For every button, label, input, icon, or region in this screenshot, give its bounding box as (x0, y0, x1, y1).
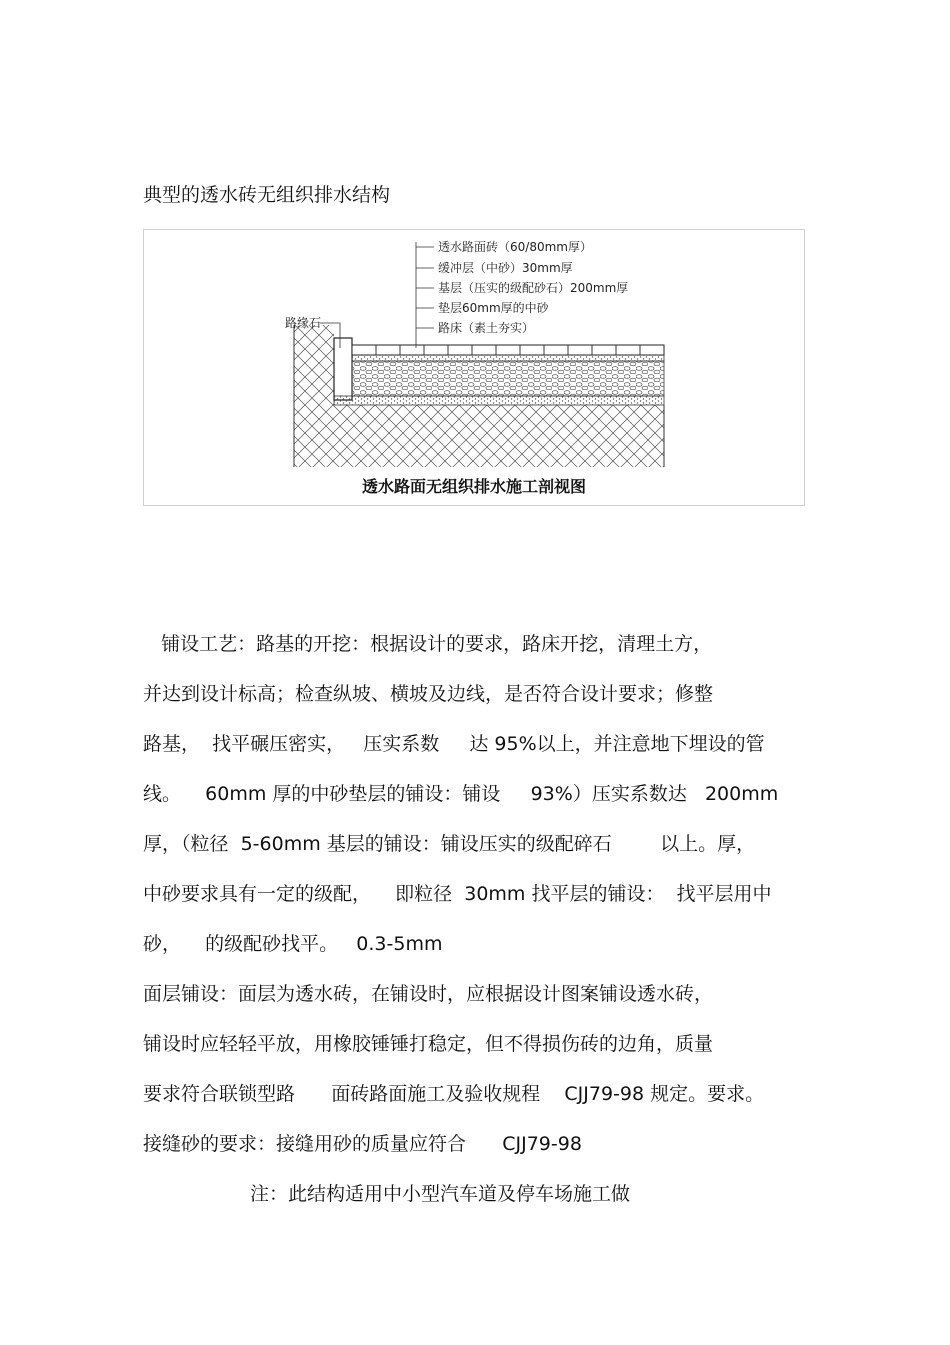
body-line: 并达到设计标高；检查纵坡、横坡及边线，是否符合设计要求；修整 (143, 683, 714, 705)
body-line: 厚，（粒径 5-60mm 基层的铺设：铺设压实的级配碎石 以上。厚， (143, 833, 756, 855)
callout-4: 垫层60mm厚的中砂 (438, 301, 549, 315)
callout-3: 基层（压实的级配砂石）200mm厚 (438, 281, 629, 295)
sand-bedding-layer (334, 396, 664, 405)
permeable-brick-layer (352, 345, 664, 355)
cross-section-drawing (144, 230, 804, 505)
body-line: 要求符合联锁型路 面砖路面施工及验收规程 CJJ79-98 规定。要求。 (143, 1083, 765, 1105)
body-line: 接缝砂的要求：接缝用砂的质量应符合 CJJ79-98 (143, 1133, 582, 1155)
curb-stone (334, 338, 352, 400)
body-line: 砂， 的级配砂找平。 0.3-5mm (143, 933, 443, 955)
callout-5: 路床（素土夯实） (438, 321, 535, 335)
callout-1: 透水路面砖（60/80mm厚） (438, 240, 592, 254)
body-line: 面层铺设：面层为透水砖，在铺设时，应根据设计图案铺设透水砖， (143, 983, 714, 1005)
body-line: 线。 60mm 厚的中砂垫层的铺设：铺设 93%）压实系数达 200mm (143, 783, 779, 805)
footnote: 注：此结构适用中小型汽车道及停车场施工做 (250, 1183, 631, 1205)
subgrade-layer (294, 405, 664, 467)
body-line: 中砂要求具有一定的级配， 即粒径 30mm 找平层的铺设： 找平层用中 (143, 883, 772, 905)
curb-label: 路缘石 (285, 316, 322, 330)
body-line: 铺设时应轻轻平放，用橡胶锤锤打稳定，但不得损伤砖的边角，质量 (143, 1033, 714, 1055)
side-soil (294, 325, 334, 405)
figure-caption: 透水路面无组织排水施工剖视图 (361, 477, 587, 496)
section-heading: 典型的透水砖无组织排水结构 (143, 184, 391, 206)
leader-lines (320, 242, 434, 348)
cross-section-figure (143, 229, 805, 506)
leveling-sand-layer (352, 355, 664, 361)
body-line: 路基， 找平碾压密实， 压实系数 达 95%以上，并注意地下埋设的管 (143, 733, 765, 755)
gravel-base-layer (352, 361, 664, 396)
callout-2: 缓冲层（中砂）30mm厚 (438, 261, 573, 275)
body-line: 铺设工艺：路基的开挖：根据设计的要求，路床开挖，清理土方， (143, 633, 713, 655)
